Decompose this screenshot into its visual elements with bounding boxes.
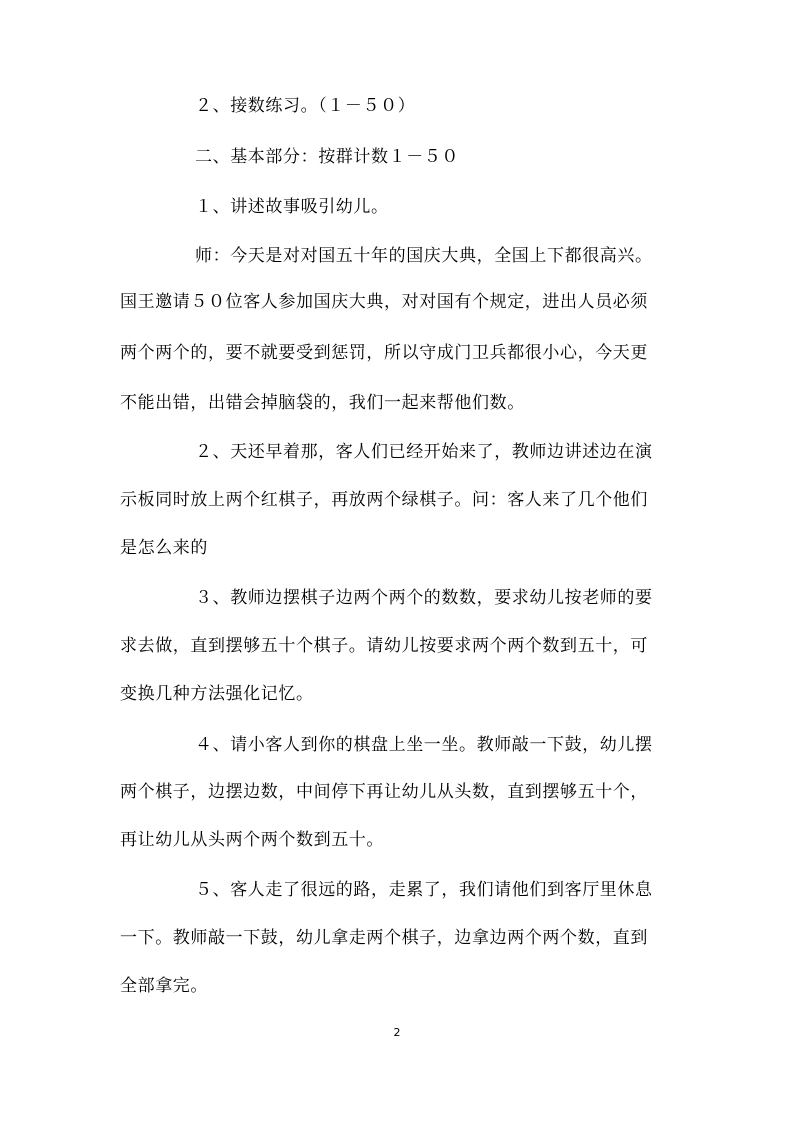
text-line: ２、天还早着那，客人们已经开始来了，教师边讲述边在演 — [195, 442, 653, 462]
text-line: １、讲述故事吸引幼儿。 — [195, 197, 389, 217]
text-line: 求去做，直到摆够五十个棋子。请幼儿按要求两个两个数到五十，可 — [120, 636, 648, 656]
text-line: ３、教师边摆棋子边两个两个的数数，要求幼儿按老师的要 — [195, 588, 653, 608]
text-line: 两个两个的，要不就要受到惩罚，所以守成门卫兵都很小心，今天更 — [120, 343, 648, 363]
text-line: 国王邀请５０位客人参加国庆大典，对对国有个规定，进出人员必须 — [120, 292, 648, 312]
text-line: 变换几种方法强化记忆。 — [120, 684, 314, 704]
text-line: 二、基本部分：按群计数１－５０ — [195, 147, 459, 167]
text-line: 再让幼儿从头两个两个数到五十。 — [120, 830, 384, 850]
text-line: 不能出错，出错会掉脑袋的，我们一起来帮他们数。 — [120, 393, 525, 413]
text-line: ５、客人走了很远的路，走累了，我们请他们到客厅里休息 — [195, 880, 653, 900]
text-line: 师：今天是对对国五十年的国庆大典，全国上下都很高兴。 — [195, 246, 653, 266]
text-line: 示板同时放上两个红棋子，再放两个绿棋子。问：客人来了几个他们 — [120, 490, 648, 510]
text-line: 一下。教师敲一下鼓，幼儿拿走两个棋子，边拿边两个两个数，直到 — [120, 928, 648, 948]
text-line: 全部拿完。 — [120, 976, 208, 996]
text-line: 两个棋子，边摆边数，中间停下再让幼儿从头数，直到摆够五十个， — [120, 782, 648, 802]
text-line: ２、接数练习。（１－５０） — [195, 96, 416, 116]
text-line: ４、请小客人到你的棋盘上坐一坐。教师敲一下鼓，幼儿摆 — [195, 735, 653, 755]
text-line: 是怎么来的 — [120, 538, 208, 558]
page-number: 2 — [393, 1026, 401, 1039]
